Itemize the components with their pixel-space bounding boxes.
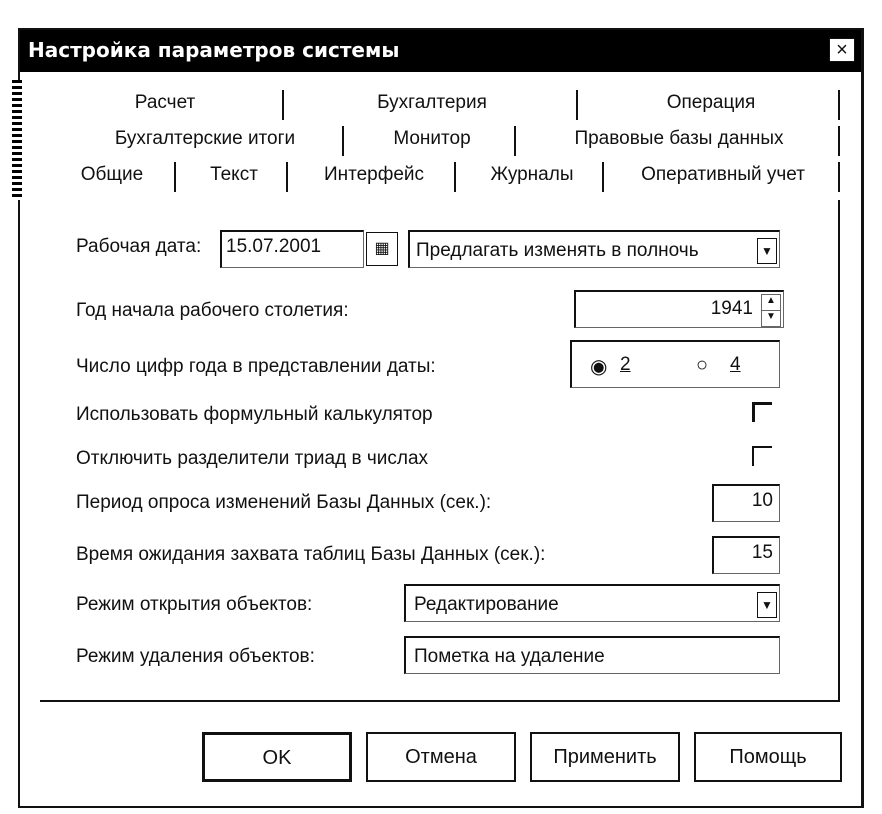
spin-down-icon[interactable]: ▼ bbox=[761, 310, 781, 327]
tab-divider bbox=[838, 90, 840, 120]
century-value: 1941 bbox=[710, 298, 753, 319]
tab-zhurnaly[interactable]: Журналы bbox=[490, 164, 574, 185]
wait-label: Время ожидания захвата таблиц Базы Данных (сек.): bbox=[76, 544, 546, 565]
century-spinner[interactable] bbox=[574, 290, 784, 328]
tab-divider bbox=[342, 126, 344, 156]
help-button[interactable]: Помощь bbox=[694, 732, 842, 782]
open-mode-value: Редактирование bbox=[414, 594, 559, 615]
tab-divider bbox=[838, 162, 840, 192]
chevron-down-icon[interactable]: ▼ bbox=[757, 592, 777, 618]
calc-checkbox[interactable] bbox=[752, 402, 772, 422]
tab-divider bbox=[454, 162, 456, 192]
close-button[interactable]: × bbox=[829, 38, 855, 62]
open-mode-label: Режим открытия объектов: bbox=[76, 594, 313, 615]
panel-border bbox=[838, 200, 840, 700]
radio-2-selected-icon[interactable]: ◉ bbox=[590, 356, 608, 378]
tab-divider bbox=[838, 126, 840, 156]
poll-label: Период опроса изменений Базы Данных (сек.): bbox=[76, 492, 492, 513]
tab-raschet[interactable]: Расчет bbox=[134, 92, 196, 113]
calendar-icon[interactable]: ▦ bbox=[366, 232, 398, 266]
triad-label: Отключить разделители триад в числах bbox=[76, 448, 429, 469]
tab-divider bbox=[282, 90, 284, 120]
wait-input[interactable]: 15 bbox=[712, 536, 780, 574]
tab-row-3 bbox=[20, 158, 861, 192]
tab-interfeis[interactable]: Интерфейс bbox=[323, 164, 425, 185]
spin-up-icon[interactable]: ▲ bbox=[761, 294, 781, 311]
work-date-label: Рабочая дата: bbox=[76, 236, 202, 257]
apply-button[interactable]: Применить bbox=[530, 732, 680, 782]
digits-label: Число цифр года в представлении даты: bbox=[76, 356, 436, 377]
radio-4-label[interactable]: 4 bbox=[730, 354, 741, 375]
digits-radio-group bbox=[570, 340, 780, 388]
tab-row-1 bbox=[20, 86, 861, 120]
tab-obshie[interactable]: Общие bbox=[80, 164, 144, 185]
delete-mode-field[interactable] bbox=[404, 636, 780, 674]
tab-buhgalteriya[interactable]: Бухгалтерия bbox=[377, 92, 487, 113]
work-date-mode-value: Предлагать изменять в полночь bbox=[416, 240, 699, 261]
tab-operaciya[interactable]: Операция bbox=[666, 92, 756, 113]
chevron-down-icon[interactable]: ▼ bbox=[757, 238, 777, 264]
title-bar bbox=[20, 30, 861, 72]
tab-pravovye-bazy[interactable]: Правовые базы данных bbox=[574, 128, 784, 149]
open-mode-select[interactable] bbox=[404, 584, 780, 622]
tab-row-2 bbox=[20, 122, 861, 156]
tab-divider bbox=[514, 126, 516, 156]
dialog-title: Настройка параметров системы bbox=[28, 38, 400, 62]
radio-4-icon[interactable]: ○ bbox=[696, 354, 709, 376]
delete-mode-value: Пометка на удаление bbox=[414, 646, 605, 667]
ok-button[interactable]: OK bbox=[202, 732, 352, 782]
tab-monitor[interactable]: Монитор bbox=[393, 128, 471, 149]
calc-label: Использовать формульный калькулятор bbox=[76, 404, 433, 425]
tab-divider bbox=[286, 162, 288, 192]
poll-input[interactable]: 10 bbox=[712, 484, 780, 522]
tab-divider bbox=[174, 162, 176, 192]
tab-divider bbox=[602, 162, 604, 192]
triad-checkbox[interactable] bbox=[752, 446, 772, 466]
work-date-input[interactable]: 15.07.2001 bbox=[220, 230, 364, 268]
work-date-mode-select[interactable] bbox=[408, 230, 780, 268]
cancel-button[interactable]: Отмена bbox=[366, 732, 516, 782]
tab-buh-itogi[interactable]: Бухгалтерские итоги bbox=[114, 128, 296, 149]
delete-mode-label: Режим удаления объектов: bbox=[76, 646, 315, 667]
radio-2-label[interactable]: 2 bbox=[620, 354, 631, 375]
panel-bottom-border bbox=[40, 700, 840, 702]
century-label: Год начала рабочего столетия: bbox=[76, 300, 349, 321]
tab-divider bbox=[576, 90, 578, 120]
tab-operativnyi-uchet[interactable]: Оперативный учет bbox=[641, 164, 805, 185]
tab-tekst[interactable]: Текст bbox=[210, 164, 258, 185]
